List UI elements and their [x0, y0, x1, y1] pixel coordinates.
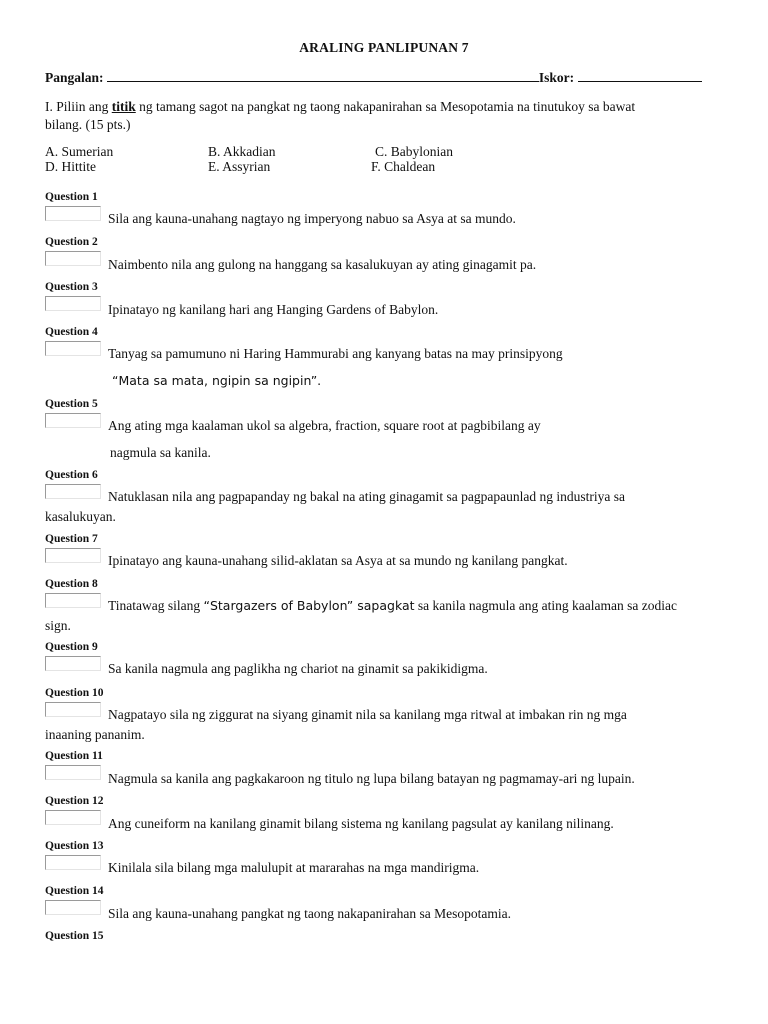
answer-box[interactable]	[45, 296, 101, 311]
name-field[interactable]	[107, 69, 539, 82]
question-text: Ang ating mga kaalaman ukol sa algebra, fraction, square root at pagbibilang ay	[108, 418, 541, 433]
question-label: Question 7	[45, 533, 98, 545]
question-label: Question 10	[45, 687, 104, 699]
choice-f: F. Chaldean	[371, 159, 436, 174]
question-label: Question 1	[45, 191, 98, 203]
answer-box[interactable]	[45, 593, 101, 608]
choice-c: C. Babylonian	[375, 144, 453, 159]
question-text-continued: inaaning pananim.	[45, 727, 145, 742]
question-text: Kinilala sila bilang mga malulupit at mararahas na mga mandirigma.	[108, 860, 480, 875]
question-text: Nagpatayo sila ng ziggurat na siyang ginamit nila sa kanilang mga ritwal at imbakan rin ng mga	[108, 707, 627, 722]
answer-box[interactable]	[45, 548, 101, 563]
choice-d: D. Hittite	[45, 159, 96, 174]
answer-box[interactable]	[45, 413, 101, 428]
choice-a: A. Sumerian	[45, 144, 114, 159]
answer-box[interactable]	[45, 810, 101, 825]
name-label: Pangalan:	[45, 70, 104, 85]
question-label: Question 15	[45, 930, 104, 942]
question-label: Question 6	[45, 469, 98, 481]
question-text: Sila ang kauna-unahang pangkat ng taong nakapanirahan sa Mesopotamia.	[108, 906, 511, 921]
score-label: Iskor:	[538, 70, 575, 85]
answer-box[interactable]	[45, 484, 101, 499]
question-label: Question 5	[45, 398, 98, 410]
answer-box[interactable]	[45, 702, 101, 717]
score-field[interactable]	[578, 69, 702, 82]
answer-box[interactable]	[45, 251, 101, 266]
question-text-continued: kasalukuyan.	[45, 509, 116, 524]
question-label: Question 2	[45, 236, 98, 248]
question-label: Question 8	[45, 578, 98, 590]
answer-box[interactable]	[45, 765, 101, 780]
answer-box[interactable]	[45, 341, 101, 356]
question-text-continued: sign.	[45, 618, 71, 633]
choice-e: E. Assyrian	[208, 159, 271, 174]
instructions: I. Piliin ang titik ng tamang sagot na pangkat ng taong nakapanirahan sa Mesopotamia na tinutukoy sa bawat bilang. (15 pts.)	[45, 99, 636, 132]
question-text: Sila ang kauna-unahang nagtayo ng imperyong nabuo sa Asya at sa mundo.	[108, 211, 516, 226]
page-title: ARALING PANLIPUNAN 7	[299, 40, 469, 55]
question-text: Nagmula sa kanila ang pagkakaroon ng titulo ng lupa bilang batayan ng pagmamay-ari ng lupain.	[108, 771, 635, 786]
question-text: Ang cuneiform na kanilang ginamit bilang sistema ng kanilang pagsulat ay kanilang nilinang.	[108, 816, 614, 831]
question-text: Natuklasan nila ang pagpapanday ng bakal na ating ginagamit sa pagpapaunlad ng industriya sa	[108, 489, 625, 504]
question-label: Question 9	[45, 641, 98, 653]
question-label: Question 11	[45, 750, 103, 762]
answer-box[interactable]	[45, 900, 101, 915]
question-text-continued: nagmula sa kanila.	[110, 445, 211, 460]
answer-box[interactable]	[45, 656, 101, 671]
question-text: Sa kanila nagmula ang paglikha ng chariot na ginamit sa pakikidigma.	[108, 661, 488, 676]
question-text-continued: “Mata sa mata, ngipin sa ngipin”.	[112, 373, 322, 388]
question-label: Question 14	[45, 885, 104, 897]
answer-box[interactable]	[45, 855, 101, 870]
answer-box[interactable]	[45, 206, 101, 221]
question-label: Question 3	[45, 281, 98, 293]
question-text: Naimbento nila ang gulong na hanggang sa kasalukuyan ay ating ginagamit pa.	[108, 257, 537, 272]
instructions-keyword: titik	[111, 99, 136, 114]
question-text: Ipinatayo ang kauna-unahang silid-aklatan sa Asya at sa mundo ng kanilang pangkat.	[108, 553, 568, 568]
choice-b: B. Akkadian	[208, 144, 276, 159]
question-text: Tanyag sa pamumuno ni Haring Hammurabi ang kanyang batas na may prinsipyong	[108, 346, 563, 361]
question-label: Question 12	[45, 795, 104, 807]
question-text: Ipinatayo ng kanilang hari ang Hanging Gardens of Babylon.	[108, 302, 439, 317]
question-label: Question 4	[45, 326, 98, 338]
question-text: Tinatawag silang “Stargazers of Babylon” sapagkat sa kanila nagmula ang ating kaalaman sa zodiac	[108, 598, 677, 613]
question-label: Question 13	[45, 840, 104, 852]
name-score-row	[45, 69, 702, 86]
